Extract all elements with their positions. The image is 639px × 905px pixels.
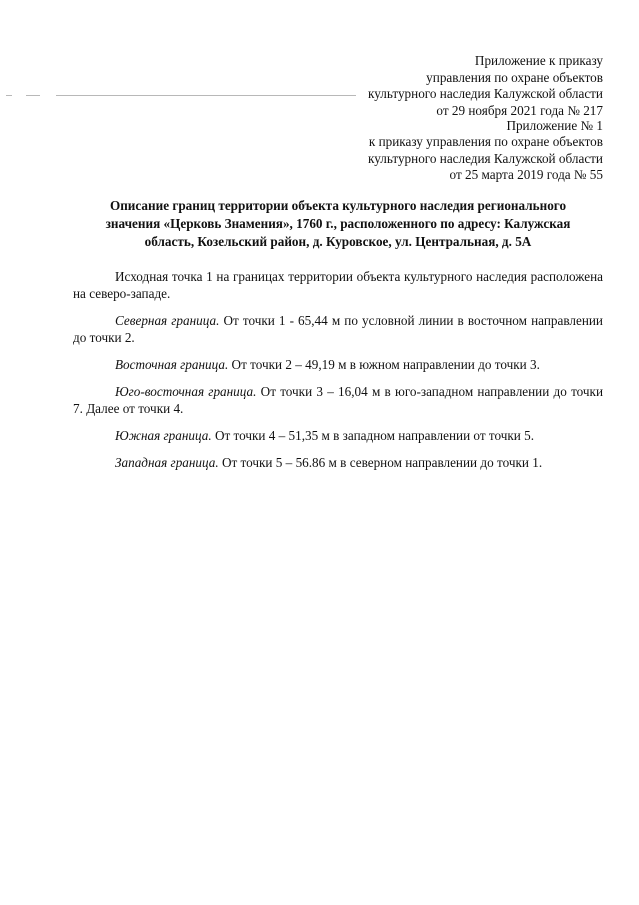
boundary-paragraph-start [73, 268, 603, 302]
appendix-header-line: от 25 марта 2019 года № 55 [449, 167, 603, 183]
appendix-header-line: управления по охране объектов [426, 69, 603, 85]
paragraph-label: Южная граница. [115, 428, 212, 443]
paragraph-label: Северная граница. [115, 313, 220, 328]
appendix-header-line: к приказу управления по охране объектов [368, 134, 603, 150]
appendix-header-line: от 29 ноября 2021 года № 217 [436, 102, 603, 118]
paragraph-label: Западная граница. [115, 455, 219, 470]
boundary-paragraph-north [73, 312, 603, 346]
boundary-description [73, 268, 603, 481]
appendix-header-line: культурного наследия Калужской области [368, 150, 603, 166]
appendix-header-original [368, 118, 603, 184]
paragraph-text: Исходная точка 1 на границах территории объекта культурного наследия расположена на северо-западе. [73, 269, 603, 301]
paragraph-label: Восточная граница. [115, 357, 229, 372]
appendix-header-line: Приложение № 1 [506, 118, 603, 133]
document-title-line: значения «Церковь Знамения», 1760 г., расположенного по адресу: Калужская [105, 215, 571, 231]
appendix-header-line: культурного наследия Калужской области [368, 86, 603, 102]
paragraph-label: Юго-восточная граница. [115, 384, 257, 399]
document-title-line: Описание границ территории объекта культурного наследия регионального [109, 198, 567, 213]
paragraph-text: От точки 1 - 65,44 м по условной линии в восточном направлении до точки 2. [73, 313, 603, 345]
document-title-line: область, Козельский район, д. Куровское, ул. Центральная, д. 5А [144, 233, 532, 249]
scan-artifact-line [26, 95, 40, 96]
paragraph-text: От точки 4 – 51,35 м в западном направлении от точки 5. [211, 428, 535, 443]
paragraph-text: От точки 3 – 16,04 м в юго-западном направлении до точки 7. Далее от точки 4. [73, 384, 604, 416]
paragraph-text: От точки 5 – 56.86 м в северном направлении до точки 1. [218, 455, 543, 470]
scan-artifact-line [6, 95, 12, 96]
scan-artifact-line [56, 95, 356, 96]
paragraph-text: От точки 2 – 49,19 м в южном направлении до точки 3. [228, 357, 540, 372]
document-title [78, 197, 598, 250]
boundary-paragraph-south [73, 427, 603, 444]
boundary-paragraph-west [73, 454, 603, 471]
appendix-header-line: Приложение к приказу [474, 53, 603, 68]
appendix-header [368, 53, 603, 119]
boundary-paragraph-east [73, 356, 603, 373]
boundary-paragraph-southeast [73, 383, 603, 417]
